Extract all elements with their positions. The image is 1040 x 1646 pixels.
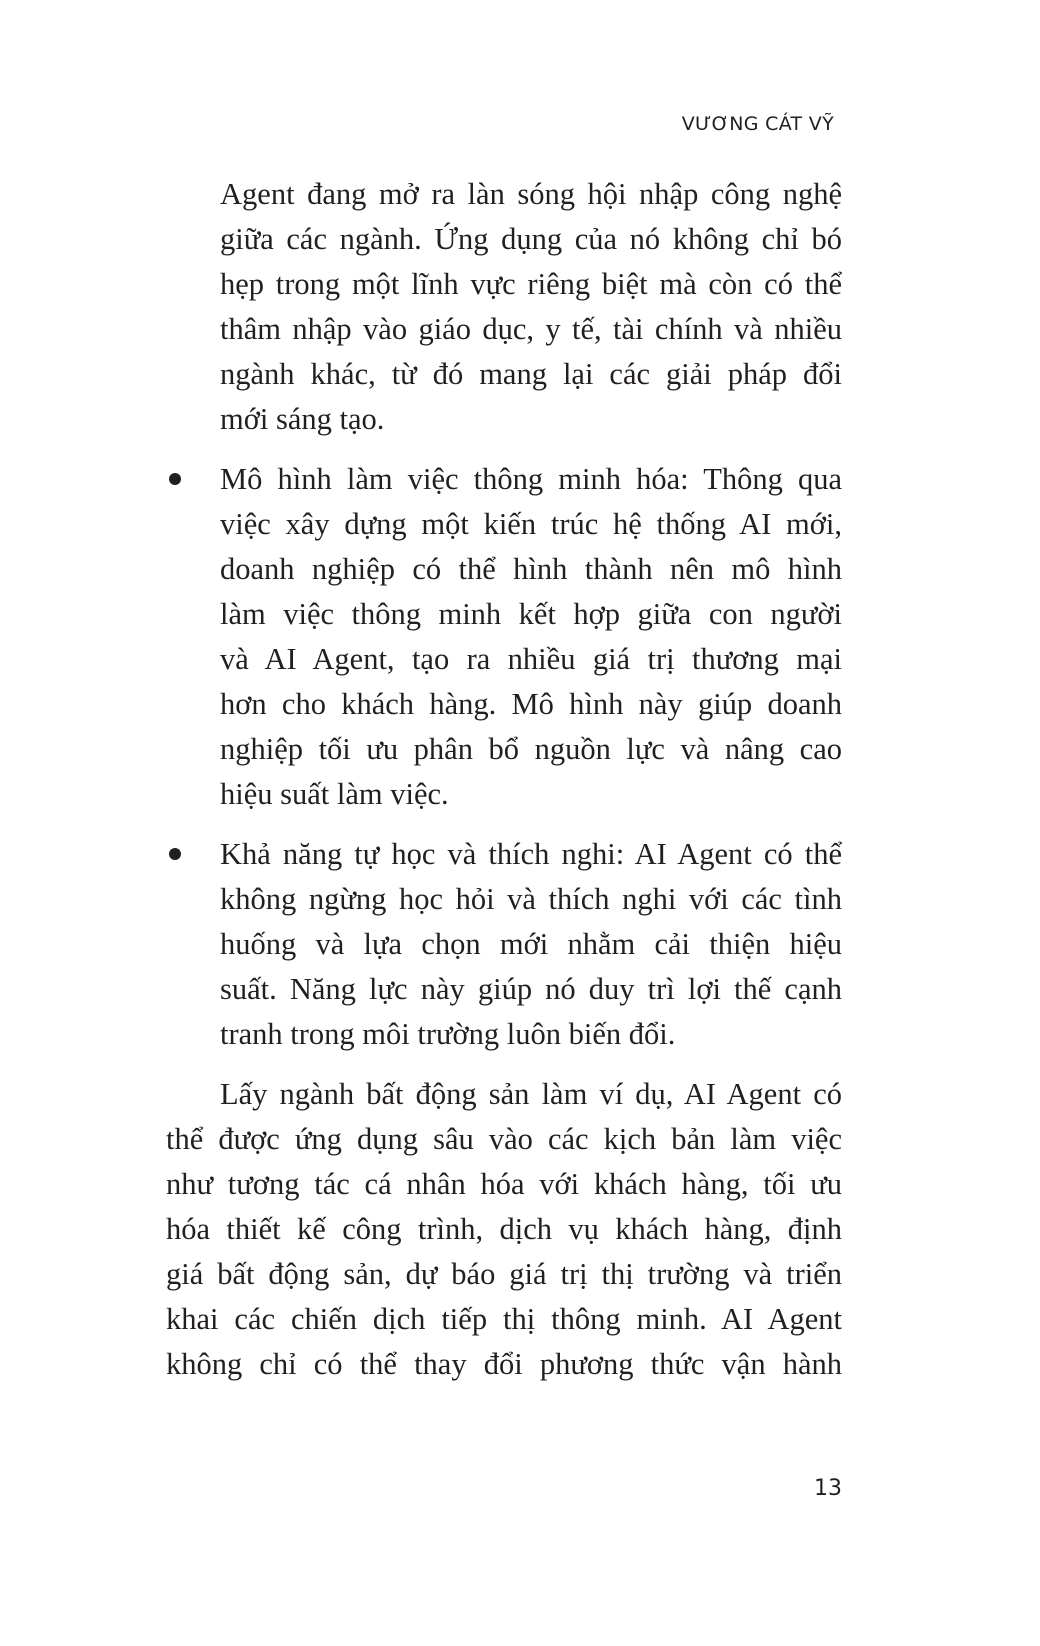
bullet-icon [169,473,181,485]
text-line: việc xây dựng một kiến trúc hệ thống AI mới, [220,507,842,541]
text-line: ngành khác, từ đó mang lại các giải pháp đổi [220,357,842,391]
text-line: hiệu suất làm việc. [220,777,449,811]
text-line: và AI Agent, tạo ra nhiều giá trị thương mại [220,642,842,676]
text-line: Agent đang mở ra làn sóng hội nhập công nghệ [220,177,842,211]
text-line: làm việc thông minh kết hợp giữa con người [220,597,842,631]
text-line: không chỉ có thể thay đổi phương thức vận hành [166,1347,842,1381]
text-line: Khả năng tự học và thích nghi: AI Agent có thể [220,837,842,871]
text-line: giá bất động sản, dự báo giá trị thị trường và triển [166,1257,842,1291]
running-header: VƯƠNG CÁT VỸ [681,113,834,135]
text-line: thâm nhập vào giáo dục, y tế, tài chính và nhiều [220,312,842,346]
text-line: hơn cho khách hàng. Mô hình này giúp doanh [220,687,842,721]
text-line: Mô hình làm việc thông minh hóa: Thông qua [220,462,842,496]
page-number: 13 [814,1476,842,1501]
text-line: huống và lựa chọn mới nhằm cải thiện hiệu [220,927,842,961]
text-line: thể được ứng dụng sâu vào các kịch bản làm việc [166,1122,842,1156]
text-line: khai các chiến dịch tiếp thị thông minh. AI Agent [166,1302,842,1336]
text-line: không ngừng học hỏi và thích nghi với các tình [220,882,842,916]
text-line: nghiệp tối ưu phân bổ nguồn lực và nâng cao [220,732,842,766]
bullet-icon [169,848,181,860]
text-line: hẹp trong một lĩnh vực riêng biệt mà còn có thể [220,267,842,301]
text-line: Lấy ngành bất động sản làm ví dụ, AI Agent có [220,1077,842,1111]
text-line: suất. Năng lực này giúp nó duy trì lợi thế cạnh [220,972,842,1006]
text-line: mới sáng tạo. [220,402,385,436]
text-line: như tương tác cá nhân hóa với khách hàng, tối ưu [166,1167,842,1201]
text-line: tranh trong môi trường luôn biến đổi. [220,1017,676,1051]
text-line: doanh nghiệp có thể hình thành nên mô hình [220,552,842,586]
text-line: hóa thiết kế công trình, dịch vụ khách hàng, định [166,1212,842,1246]
text-line: giữa các ngành. Ứng dụng của nó không chỉ bó [220,222,842,256]
